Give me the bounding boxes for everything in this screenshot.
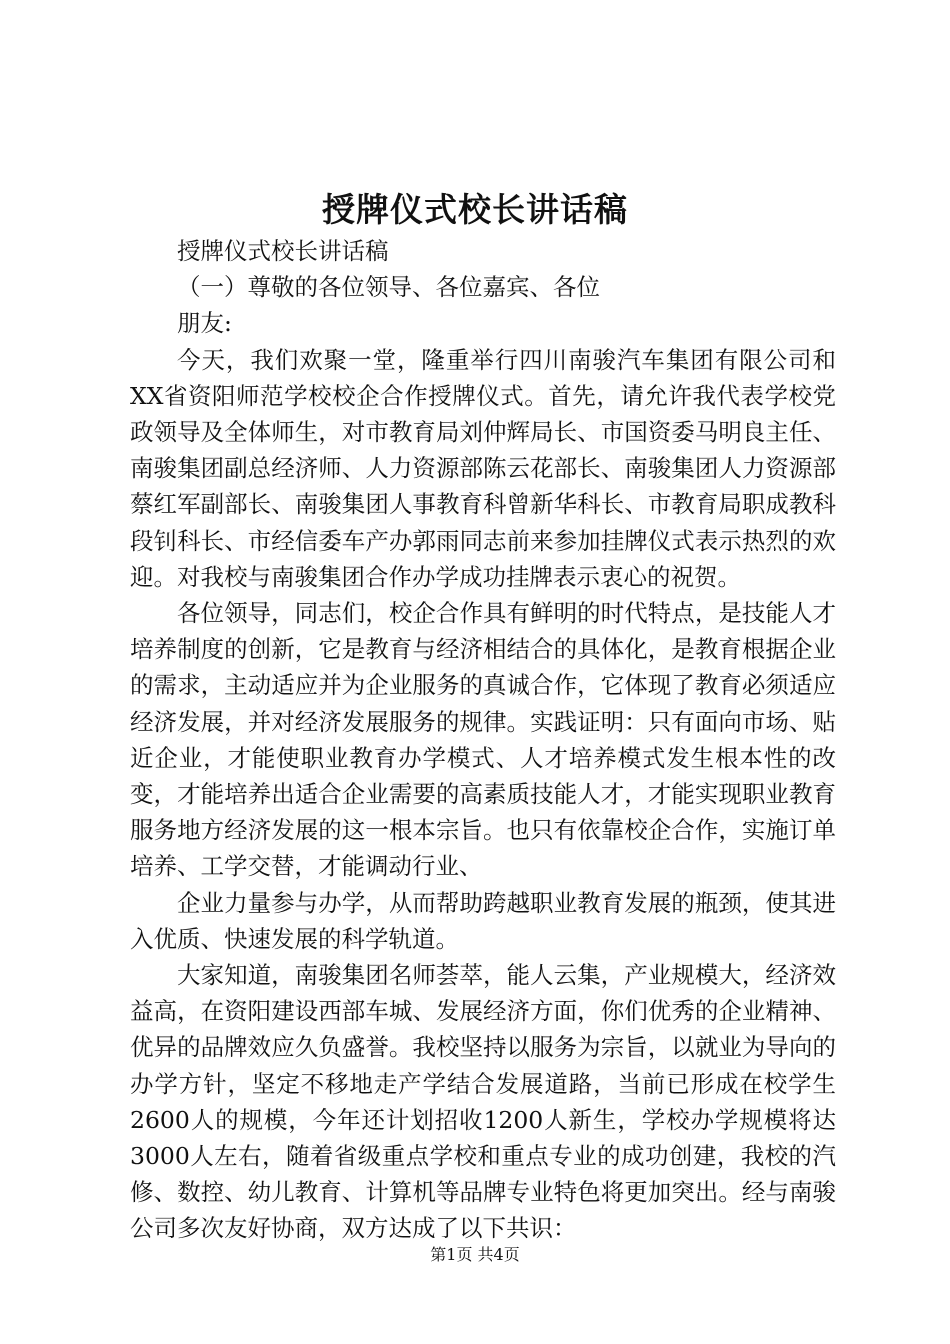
paragraph-cooperation: 各位领导，同志们，校企合作具有鲜明的时代特点，是技能人才培养制度的创新，它是教育与经济相结合的具体化，是教育根据企业的需求，主动适应并为企业服务的真诚合作，它体现了教育必须适应经济发展，并对经济发展服务的规律。实践证明：只有面向市场、贴近企业，才能使职业教育办学模式、人才培养模式发生根本性的改变，才能培养出适合企业需要的高素质技能人才，才能实现职业教育服务地方经济发展的这一根本宗旨。也只有依靠校企合作，实施订单培养、工学交替，才能调动行业、 — [130, 599, 836, 881]
paragraph-subtitle: 授牌仪式校长讲话稿 — [177, 237, 389, 265]
document-title: 授牌仪式校长讲话稿 — [322, 190, 628, 229]
paragraph-enterprise: 企业力量参与办学，从而帮助跨越职业教育发展的瓶颈，使其进入优质、快速发展的科学轨道。 — [130, 888, 836, 953]
paragraph-welcome: 今天，我们欢聚一堂，隆重举行四川南骏汽车集团有限公司和XX省资阳师范学校校企合作授牌仪式。首先，请允许我代表学校党政领导及全体师生，对市教育局刘仲辉局长、市国资委马明良主任、南骏集团副总经济师、人力资源部陈云花部长、南骏集团人力资源部蔡红军副部长、南骏集团人事教育科曾新华科长、市教育局职成教科段钊科长、市经信委车产办郭雨同志前来参加挂牌仪式表示热烈的欢迎。对我校与南骏集团合作办学成功挂牌表示衷心的祝贺。 — [130, 345, 836, 591]
document-body — [130, 233, 836, 1247]
paragraph-salutation: （一）尊敬的各位领导、各位嘉宾、各位 — [177, 273, 600, 302]
page-footer: 第1页 共4页 — [430, 1245, 520, 1264]
paragraph-salutation-cont: 朋友: — [177, 309, 232, 338]
paragraph-consensus: 大家知道，南骏集团名师荟萃，能人云集，产业规模大，经济效益高，在资阳建设西部车城、发展经济方面，你们优秀的企业精神、优异的品牌效应久负盛誉。我校坚持以服务为宗旨，以就业为导向的办学方针，坚定不移地走产学结合发展道路，当前已形成在校学生2600人的规模，今年还计划招收1200人新生，学校办学规模将达3000人左右，随着省级重点学校和重点专业的成功创建，我校的汽修、数控、幼儿教育、计算机等品牌专业特色将更加突出。经与南骏公司多次友好协商，双方达成了以下共识： — [130, 961, 836, 1243]
